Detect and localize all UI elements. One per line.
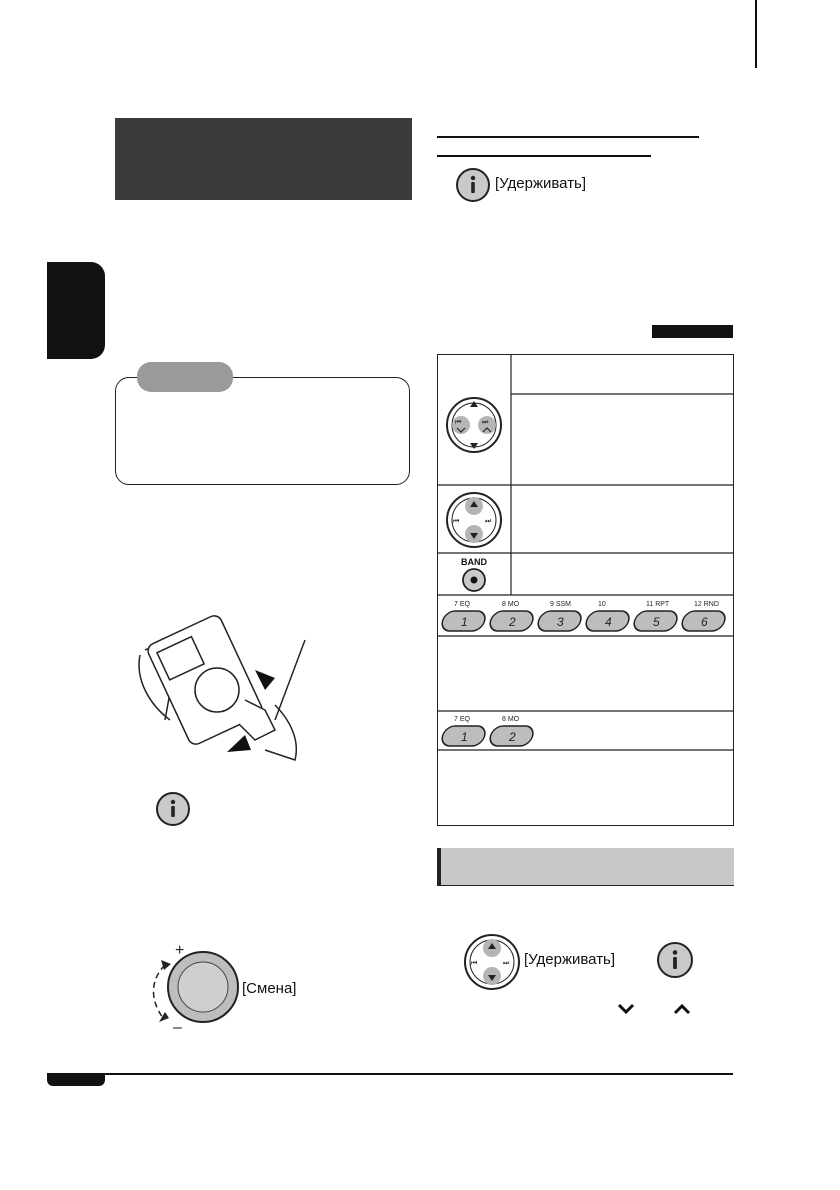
info-button-icon[interactable] [455,167,491,203]
ipod-connection-illustration [135,610,315,770]
info-button-icon[interactable] [655,940,695,980]
preset-button-2[interactable] [488,601,535,631]
preset-button-digit: 2 [509,615,516,629]
svg-text:⏭: ⏭ [485,518,492,525]
heading-underline-2 [437,155,651,157]
language-tab [47,262,105,359]
section-title-block [115,118,412,200]
svg-text:⏮: ⏮ [455,419,462,426]
hold-label: [Удерживать] [495,175,587,192]
preset-button-top-label: 12 RND [694,601,719,608]
svg-text:⏭: ⏭ [503,960,510,967]
note-box [115,377,410,485]
page-number-tab [47,1074,105,1086]
preset-button-digit: 6 [701,615,708,629]
preset-button-6[interactable] [680,601,727,631]
preset-button-1[interactable] [440,716,487,746]
chevron-up-icon [673,1002,691,1016]
svg-text:⏮: ⏮ [453,518,460,525]
preset-button-4[interactable] [584,601,631,631]
preset-button-top-label: 7 EQ [454,601,470,608]
page-bottom-rule [47,1073,733,1075]
subsection-heading-bar [437,848,734,886]
change-label: [Смена] [242,980,297,997]
preset-button-digit: 2 [509,730,516,744]
preset-button-5[interactable] [632,601,679,631]
info-button-icon[interactable] [154,790,192,828]
preset-button-top-label: 11 RPT [646,601,670,608]
preset-button-top-label: 7 EQ [454,716,470,723]
preset-button-1[interactable] [440,601,487,631]
preset-button-top-label: 8 MO [502,716,520,723]
control-pad-seek-icon[interactable] [444,395,504,455]
preset-button-digit: 3 [557,615,564,629]
band-button-icon[interactable] [461,567,487,593]
heading-underline-1 [437,136,699,138]
preset-button-digit: 4 [605,615,612,629]
chevron-down-icon [617,1002,635,1016]
preset-button-top-label: 9 SSM [550,601,572,608]
svg-text:⏭: ⏭ [482,419,489,426]
svg-text:⏮: ⏮ [471,960,478,967]
dial-plus-label: + [175,942,185,959]
preset-buttons-row-short[interactable] [440,712,560,750]
preset-button-2[interactable] [488,716,535,746]
preset-button-digit: 1 [461,730,468,744]
preset-button-top-label: 8 MO [502,601,520,608]
preset-button-digit: 5 [653,615,660,629]
control-dial-icon[interactable] [145,940,245,1035]
control-pad-updown-icon[interactable] [462,932,522,992]
preset-button-digit: 1 [461,615,468,629]
note-tag [137,362,233,392]
band-label: BAND [461,557,487,567]
control-pad-updown-icon[interactable] [444,490,504,550]
preset-buttons-row[interactable] [440,597,732,635]
preset-button-top-label: 10 [598,601,606,608]
section-marker-bar [652,325,733,338]
hold-label: [Удерживать] [524,951,616,968]
preset-button-3[interactable] [536,601,583,631]
dial-minus-label: – [173,1019,182,1035]
top-right-rule [755,0,757,68]
